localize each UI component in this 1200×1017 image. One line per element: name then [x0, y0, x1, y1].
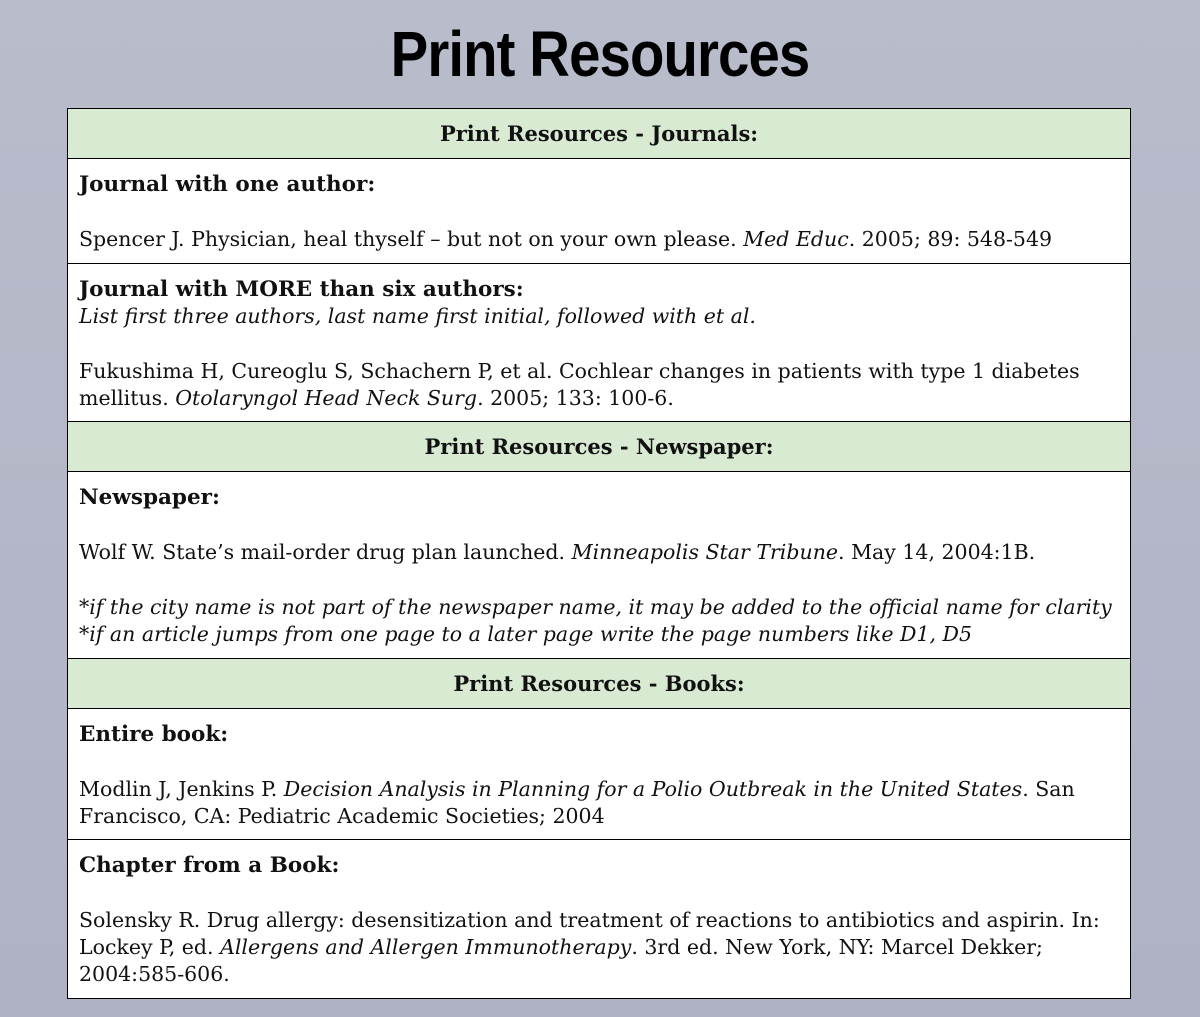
entry-label: Newspaper:: [79, 485, 220, 510]
citation-table: [67, 108, 1131, 999]
citation-example: Modlin J, Jenkins P. Decision Analysis in Planning for a Polio Outbreak in the United States. San Francisco, CA: Pediatric Academic Societies; 2004: [79, 777, 1075, 828]
citation-example: Solensky R. Drug allergy: desensitization and treatment of reactions to antibiotics and aspirin. In: Lockey P, ed. Allergens and Allergen Immunotherapy. 3rd ed. New York, NY: Marcel Dekker; 2004:585-606.: [79, 908, 1100, 986]
entry-label: Journal with MORE than six authors:: [79, 277, 524, 302]
citation-example: Fukushima H, Cureoglu S, Schachern P, et al. Cochlear changes in patients with type 1 diabetes mellitus. Otolaryngol Head Neck Surg. 2005; 133: 100-6.: [79, 359, 1080, 410]
page-title: Print Resources: [390, 18, 810, 90]
entry-note: *if the city name is not part of the newspaper name, it may be added to the official name for clarity: [79, 595, 1112, 619]
citation-example: Wolf W. State’s mail-order drug plan launched. Minneapolis Star Tribune. May 14, 2004:1B.: [79, 540, 1036, 564]
entry-label: Entire book:: [79, 722, 229, 747]
entry-journal-one-author: [68, 159, 1130, 264]
section-header-newspaper: Print Resources - Newspaper:: [68, 422, 1130, 472]
entry-instruction: List first three authors, last name first initial, followed with et al.: [79, 304, 756, 328]
entry-note: *if an article jumps from one page to a later page write the page numbers like D1, D5: [79, 622, 973, 646]
entry-label: Chapter from a Book:: [79, 853, 340, 878]
section-header-books: Print Resources - Books:: [68, 659, 1130, 709]
entry-book-chapter: [68, 840, 1130, 998]
citation-example: Spencer J. Physician, heal thyself – but not on your own please. Med Educ. 2005; 89: 548-549: [79, 227, 1053, 251]
section-header-journals: Print Resources - Journals:: [68, 109, 1130, 159]
entry-journal-many-authors: [68, 264, 1130, 422]
entry-newspaper: [68, 472, 1130, 659]
entry-entire-book: [68, 709, 1130, 840]
entry-label: Journal with one author:: [79, 172, 376, 197]
